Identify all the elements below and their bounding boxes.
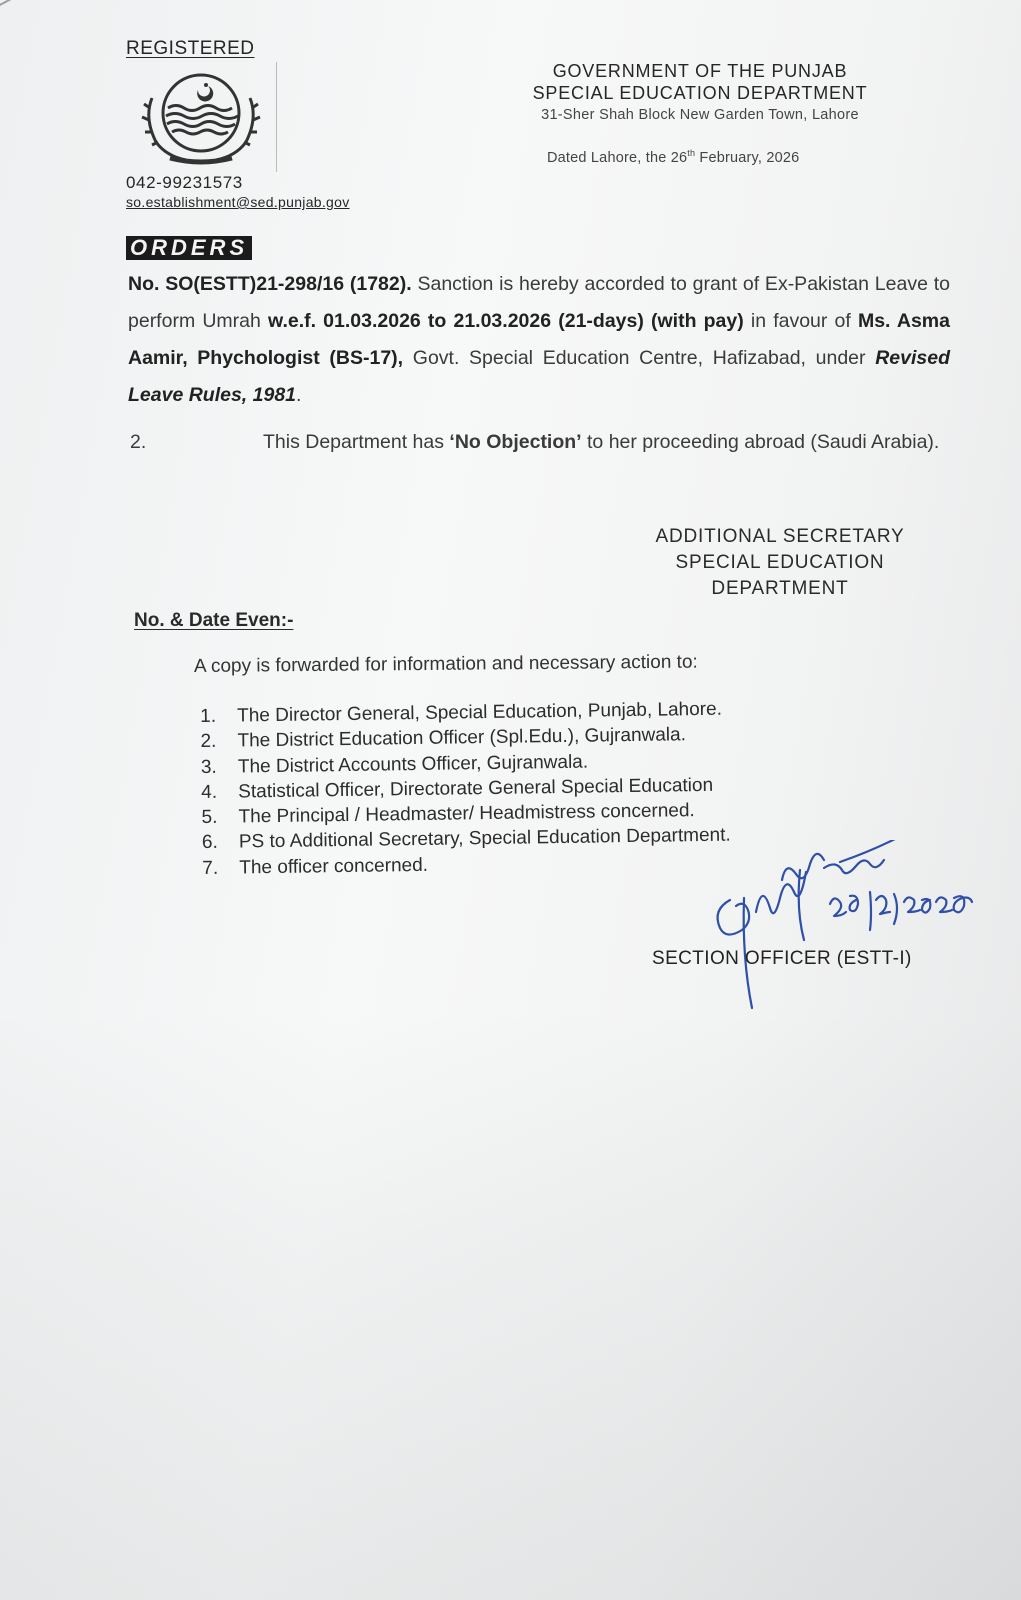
item-number: 7.	[202, 857, 219, 879]
signatory-block	[630, 524, 930, 602]
department-name: SPECIAL EDUCATION DEPARTMENT	[532, 83, 868, 103]
date-prefix: Dated Lahore, the 26	[547, 149, 688, 166]
copy-heading: No. & Date Even:-	[134, 610, 294, 631]
order-text: This Department has	[263, 431, 450, 453]
paragraph-number: 2.	[130, 431, 147, 453]
recipient: The Principal / Headmaster/ Headmistress concerned.	[238, 800, 695, 828]
phone-number: 042-99231573	[126, 173, 243, 192]
orders-title: ORDERS	[126, 236, 252, 260]
recipient: The Director General, Special Education, Punjab, Lahore.	[237, 698, 723, 727]
signatory-dept: SPECIAL EDUCATION	[675, 552, 885, 573]
letterhead	[490, 60, 910, 126]
order-text: .	[296, 384, 302, 406]
order-text: in favour of	[743, 310, 858, 332]
employee-name: Ms. Asma Aamir, Phychologist (BS-17),	[128, 310, 950, 369]
item-number: 2.	[200, 731, 217, 753]
signatory-dept: DEPARTMENT	[711, 578, 849, 599]
date-suffix: February, 2026	[695, 149, 800, 166]
government-name: GOVERNMENT OF THE PUNJAB	[552, 61, 848, 81]
order-text: Govt. Special Education Centre, Hafizabad, under	[403, 347, 876, 369]
section-officer: SECTION OFFICER (ESTT-I)	[652, 948, 912, 969]
recipient: PS to Additional Secretary, Special Education Department.	[238, 825, 731, 853]
no-objection: ‘No Objection’	[449, 431, 582, 453]
recipient-list	[200, 697, 731, 881]
item-number: 3.	[200, 756, 217, 778]
item-number: 5.	[201, 806, 218, 829]
date-ordinal: th	[687, 148, 696, 158]
item-number: 1.	[200, 705, 217, 727]
date-line	[547, 148, 799, 166]
item-number: 4.	[201, 781, 218, 803]
paper-edge	[0, 0, 41, 8]
punjab-emblem-icon	[136, 68, 266, 168]
order-paragraph-1	[128, 266, 950, 414]
recipient: The District Accounts Officer, Gujranwala.	[237, 751, 589, 778]
registered-label: REGISTERED	[126, 38, 255, 59]
page-shadow	[0, 1010, 1021, 1600]
department-address: 31-Sher Shah Block New Garden Town, Lahore	[541, 107, 859, 123]
recipient: The District Education Officer (Spl.Edu.), Gujranwala.	[237, 724, 687, 752]
recipient: Statistical Officer, Directorate General Special Education	[238, 774, 714, 803]
order-paragraph-2	[130, 422, 955, 463]
leave-rules: Revised Leave Rules, 1981	[128, 347, 950, 406]
recipient: The officer concerned.	[239, 854, 429, 879]
order-text: Sanction is hereby accorded to grant of Ex-Pakistan Leave to perform Umrah	[128, 273, 950, 332]
item-number: 6.	[201, 832, 218, 854]
punjab-emblem	[126, 62, 277, 172]
order-text: to her proceeding abroad (Saudi Arabia).	[581, 431, 940, 453]
order-reference: No. SO(ESTT)21-298/16 (1782).	[128, 273, 412, 295]
signature-icon	[700, 840, 1000, 1020]
leave-dates: w.e.f. 01.03.2026 to 21.03.2026 (21-days) (with pay)	[268, 310, 744, 332]
signatory-title: ADDITIONAL SECRETARY	[655, 526, 905, 547]
email-address: so.establishment@sed.punjab.gov	[126, 194, 350, 210]
copy-intro: A copy is forwarded for information and necessary action to:	[193, 651, 698, 677]
handwritten-signature	[700, 840, 1000, 1025]
